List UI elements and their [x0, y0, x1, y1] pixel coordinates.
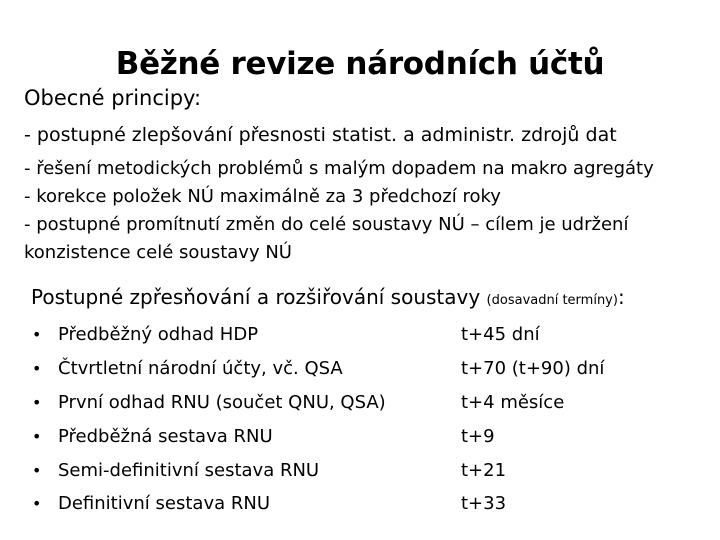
- list-item: [32, 386, 632, 420]
- estimate-label: První odhad RNU (součet QNU, QSA): [58, 391, 386, 413]
- section-heading-note: (dosavadní termíny): [486, 293, 618, 308]
- intro-heading: Obecné principy:: [24, 86, 202, 110]
- estimate-label: Předběžná sestava RNU: [58, 425, 273, 447]
- estimate-label: Čtvrtletní národní účty, vč. QSA: [58, 358, 343, 380]
- estimate-label: Definitivní sestava RNU: [58, 493, 270, 515]
- section-heading: [31, 285, 625, 309]
- estimate-deadline: t+45 dní: [461, 324, 540, 346]
- section-heading-suffix: :: [617, 285, 625, 309]
- principle-line-1: - postupné zlepšování přesnosti statist. a administr. zdrojů dat: [24, 124, 617, 146]
- principle-line-3: - korekce položek NÚ maximálně za 3 předchozí roky: [24, 186, 501, 207]
- principle-line-2: - řešení metodických problémů s malým dopadem na makro agregáty: [24, 158, 654, 179]
- estimate-deadline: t+4 měsíce: [461, 391, 565, 413]
- list-item: [32, 419, 632, 453]
- bullet-icon: •: [32, 460, 42, 480]
- list-item: [32, 352, 632, 386]
- page-title: Běžné revize národních účtů: [115, 46, 605, 82]
- list-item: [32, 453, 632, 487]
- section-heading-text: Postupné zpřesňování a rozšiřování soustavy: [31, 285, 481, 309]
- bullet-icon: •: [32, 426, 42, 446]
- principle-line-5: konzistence celé soustavy NÚ: [24, 242, 292, 263]
- estimate-label: Předběžný odhad HDP: [58, 324, 259, 346]
- bullet-icon: •: [32, 359, 42, 379]
- principle-line-4: - postupné promítnutí změn do celé soustavy NÚ – cílem je udržení: [24, 214, 629, 235]
- estimate-deadline: t+33: [461, 493, 507, 515]
- list-item: [32, 487, 632, 521]
- estimate-deadline: t+21: [461, 459, 507, 481]
- estimates-list: [32, 318, 632, 521]
- estimate-label: Semi-definitivní sestava RNU: [58, 459, 320, 481]
- bullet-icon: •: [32, 325, 42, 345]
- estimate-deadline: t+70 (t+90) dní: [461, 358, 605, 380]
- estimate-deadline: t+9: [461, 425, 495, 447]
- list-item: [32, 318, 632, 352]
- bullet-icon: •: [32, 392, 42, 412]
- bullet-icon: •: [32, 494, 42, 514]
